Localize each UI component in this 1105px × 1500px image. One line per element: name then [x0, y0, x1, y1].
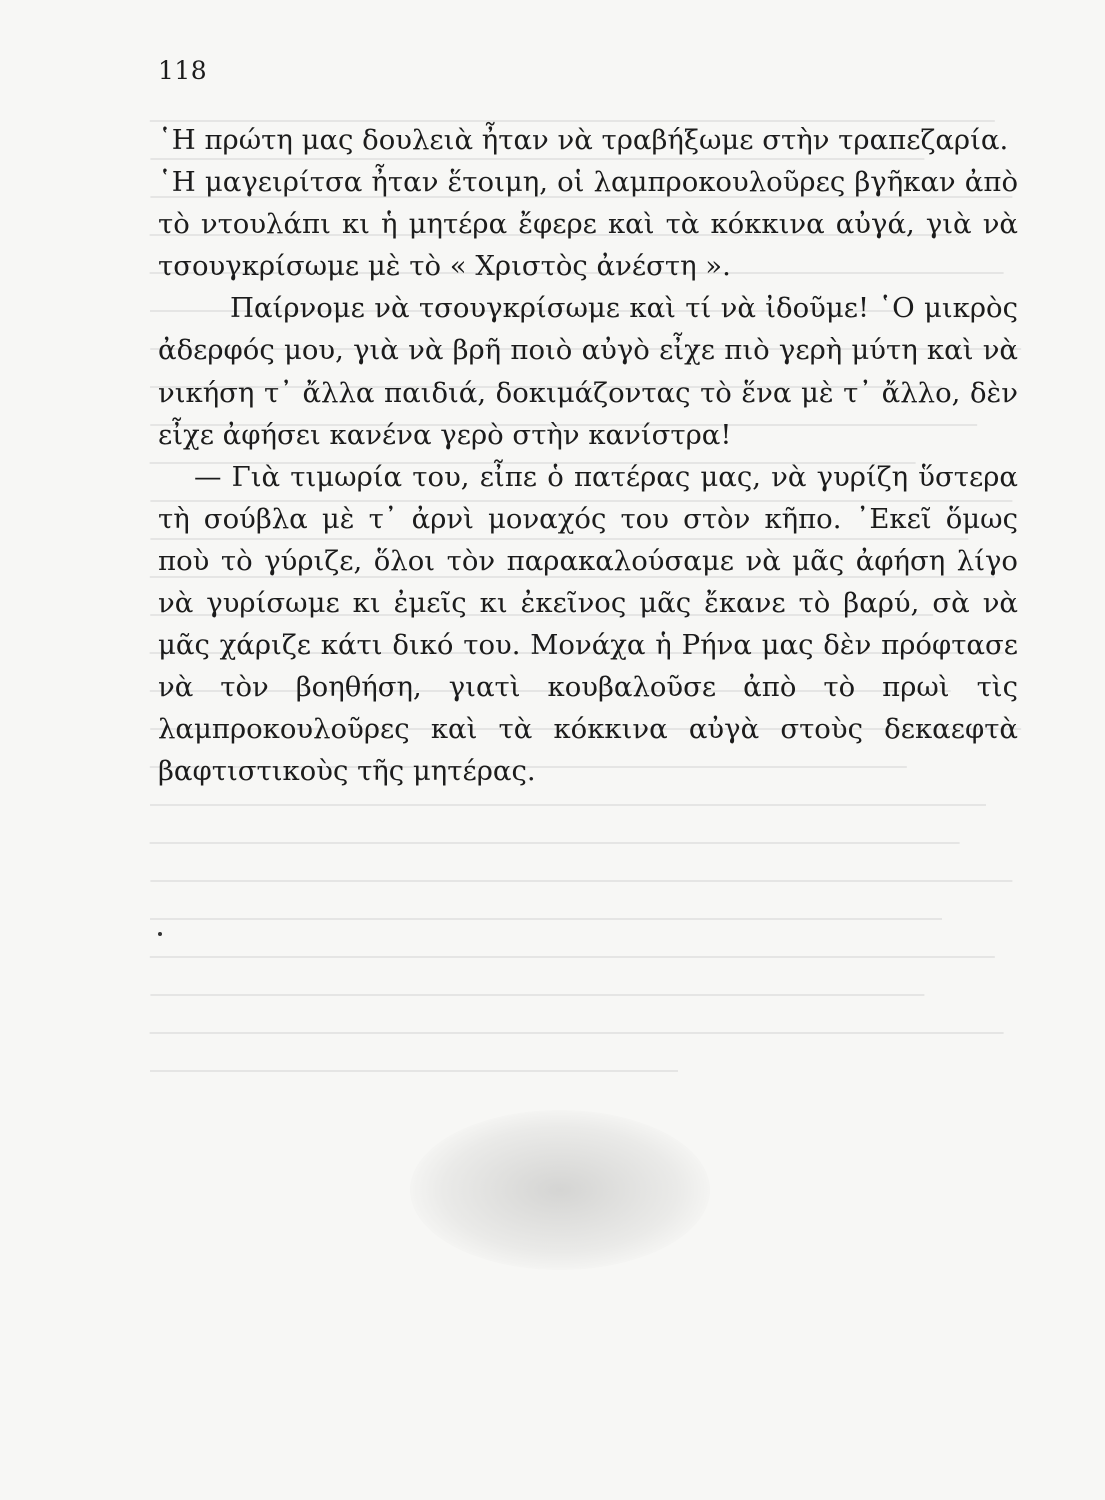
- bleed-through-illustration: [410, 1110, 710, 1270]
- body-text: [158, 119, 1018, 793]
- paragraph-1: ῾Η πρώτη μας δουλειὰ ἦταν νὰ τραβήξωμε στὴν τραπεζαρία.: [158, 124, 1009, 156]
- paragraph-2: ῾Η μαγειρίτσα ἦταν ἕτοιμη, οἱ λαμπροκουλοῦρες βγῆκαν ἀπὸ τὸ ντουλάπι κι ἡ μητέρα ἔφερε καὶ τὰ κόκκινα αὐγά, γιὰ νὰ τσουγκρίσωμε μὲ τὸ « Χριστὸς ἀνέστη ».: [158, 166, 1018, 283]
- paragraph-3: Παίρνομε νὰ τσουγκρίσωμε καὶ τί νὰ ἰδοῦμε! ῾Ο μικρὸς ἀδερφός μου, γιὰ νὰ βρῆ ποιὸ αὐγὸ εἶχε πιὸ γερὴ μύτη καὶ νὰ νικήση τ᾽ ἄλλα παιδιά, δοκιμάζοντας τὸ ἕνα μὲ τ᾽ ἄλλο, δὲν εἶχε ἀφήσει κανένα γερὸ στὴν κανίστρα!: [158, 292, 1018, 451]
- stray-ink-dot: [158, 932, 162, 936]
- page-number: 118: [158, 56, 208, 85]
- paragraph-4: — Γιὰ τιμωρία του, εἶπε ὁ πατέρας μας, νὰ γυρίζη ὕστερα τὴ σούβλα μὲ τ᾽ ἀρνὶ μοναχός του στὸν κῆπο. ᾽Εκεῖ ὅμως ποὺ τὸ γύριζε, ὅλοι τὸν παρακαλούσαμε νὰ μᾶς ἀφήση λίγο νὰ γυρίσωμε κι ἐμεῖς κι ἐκεῖνος μᾶς ἔκανε τὸ βαρύ, σὰ νὰ μᾶς χάριζε κάτι δικό του. Μονάχα ἡ Ρήνα μας δὲν πρόφτασε νὰ τὸν βοηθήση, γιατὶ κουβαλοῦσε ἀπὸ τὸ πρωὶ τὶς λαμπροκουλοῦρες καὶ τὰ κόκκινα αὐγὰ στοὺς δεκαεφτὰ βαφτιστικοὺς τῆς μητέρας.: [158, 460, 1018, 788]
